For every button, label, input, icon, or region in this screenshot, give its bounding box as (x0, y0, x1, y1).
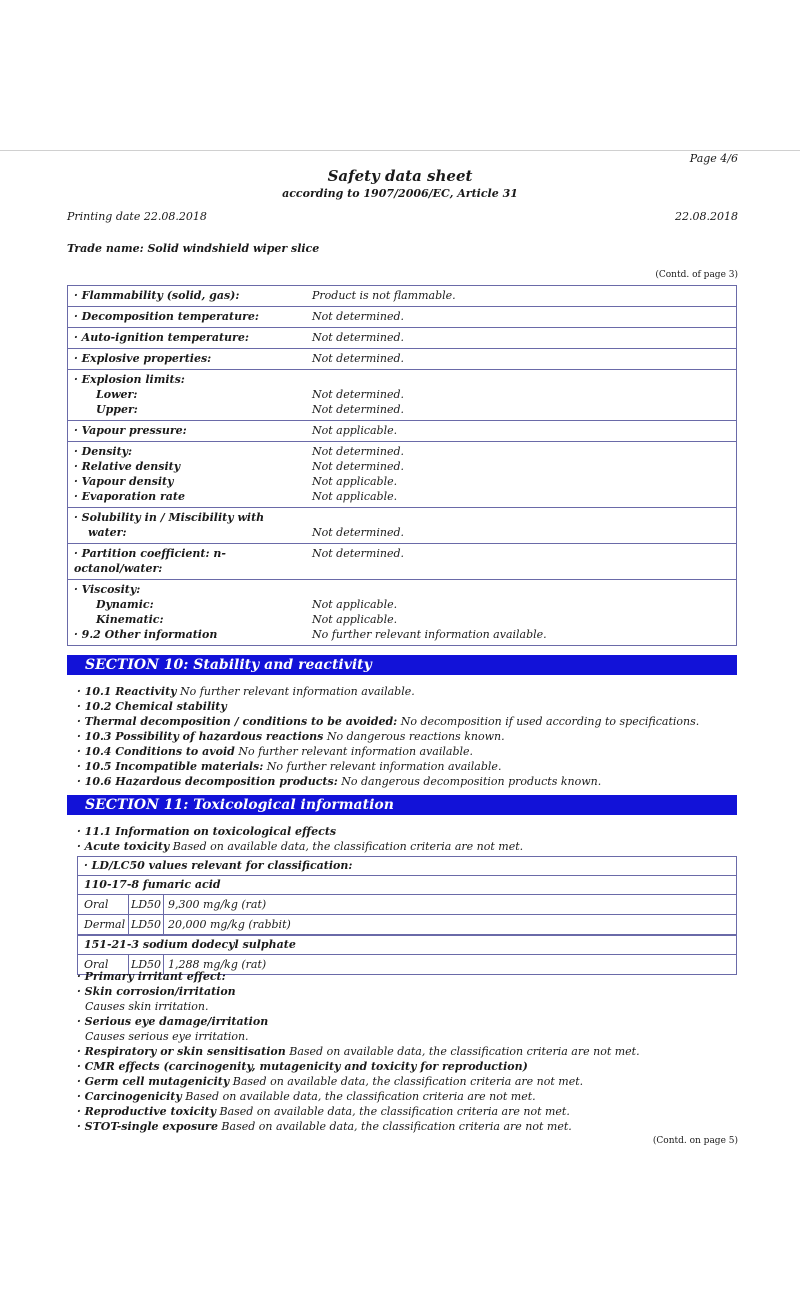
property-value: Not determined. (312, 352, 404, 365)
properties-table (67, 285, 737, 646)
property-label: · Explosive properties: (74, 352, 212, 365)
list-item: · 10.5 Incompatible materials: No further relevant information available. (77, 760, 502, 773)
property-row (68, 544, 736, 580)
property-value: Not determined. (312, 331, 404, 344)
list-item: · Thermal decomposition / conditions to be avoided: No decomposition if used according to specifications. (77, 715, 700, 728)
list-item: · Acute toxicity Based on available data, the classification criteria are not met. (77, 840, 524, 853)
property-label: · Relative density (74, 460, 181, 473)
section-11-intro (77, 824, 523, 854)
property-row (68, 328, 736, 349)
route-cell: Oral (78, 955, 129, 974)
list-item: · Primary irritant effect: (77, 970, 226, 983)
property-label: · Vapour density (74, 475, 174, 488)
property-value: Not applicable. (312, 613, 398, 626)
property-label: · 9.2 Other information (74, 628, 218, 641)
property-label: Kinematic: (96, 613, 164, 626)
section-11-header: SECTION 11: Toxicological information (67, 795, 737, 815)
list-item: · Reproductive toxicity Based on available data, the classification criteria are not met. (77, 1105, 570, 1118)
property-label: Lower: (96, 388, 138, 401)
list-item: · 10.2 Chemical stability (77, 700, 227, 713)
section-10-body (77, 684, 699, 789)
property-label: Dynamic: (96, 598, 154, 611)
list-item: Causes serious eye irritation. (85, 1030, 249, 1043)
property-label: Upper: (96, 403, 138, 416)
property-row (68, 580, 736, 646)
list-item: · Serious eye damage/irritation (77, 1015, 269, 1028)
property-row (68, 370, 736, 421)
ld50-table-header: · LD/LC50 values relevant for classification: (78, 857, 736, 876)
page-number: Page 4/6 (689, 152, 738, 165)
property-label: · Partition coefficient: n-octanol/water: (74, 547, 226, 575)
property-row (68, 307, 736, 328)
property-label: · Flammability (solid, gas): (74, 289, 240, 302)
property-value: Not applicable. (312, 598, 398, 611)
section-10-header: SECTION 10: Stability and reactivity (67, 655, 737, 675)
property-value: Not determined. (312, 388, 404, 401)
list-item: · Respiratory or skin sensitisation Based on available data, the classification criteria are not met. (77, 1045, 640, 1058)
table-row (78, 895, 736, 915)
property-value: Not determined. (312, 445, 404, 458)
property-row (68, 286, 736, 307)
trade-name: Trade name: Solid windshield wiper slice (67, 242, 320, 255)
value-cell: 9,300 mg/kg (rat) (168, 898, 267, 911)
property-label: water: (88, 526, 127, 539)
property-row (68, 349, 736, 370)
table-row (78, 915, 736, 935)
list-item: · STOT-single exposure Based on available data, the classification criteria are not met. (77, 1120, 572, 1133)
type-cell: LD50 (129, 955, 164, 974)
type-cell: LD50 (129, 895, 164, 914)
type-cell: LD50 (129, 915, 164, 934)
property-label: · Solubility in / Miscibility with (74, 511, 265, 524)
route-cell: Oral (78, 895, 129, 914)
list-item: · 10.3 Possibility of hazardous reactions No dangerous reactions known. (77, 730, 505, 743)
property-value: Not determined. (312, 547, 404, 560)
list-item: · Carcinogenicity Based on available data, the classification criteria are not met. (77, 1090, 536, 1103)
property-value: Not applicable. (312, 490, 398, 503)
property-label: · Viscosity: (74, 583, 141, 596)
list-item: · 10.1 Reactivity No further relevant information available. (77, 685, 415, 698)
page-top-rule (0, 150, 800, 151)
property-row (68, 442, 736, 508)
section-11-body (77, 969, 640, 1134)
continued-on-note: (Contd. on page 5) (652, 1136, 738, 1146)
list-item: · 10.6 Hazardous decomposition products: No dangerous decomposition products known. (77, 775, 602, 788)
revision-date: 22.08.2018 (675, 210, 738, 223)
document-subtitle: according to 1907/2006/EC, Article 31 (282, 187, 518, 200)
property-value: Not determined. (312, 310, 404, 323)
value-cell: 1,288 mg/kg (rat) (168, 958, 267, 971)
route-cell: Dermal (78, 915, 129, 934)
property-value: Not applicable. (312, 424, 398, 437)
list-item: · CMR effects (carcinogenity, mutagenicity and toxicity for reproduction) (77, 1060, 528, 1073)
property-label: · Vapour pressure: (74, 424, 187, 437)
property-label: · Evaporation rate (74, 490, 185, 503)
list-item: Causes skin irritation. (85, 1000, 209, 1013)
property-value: No further relevant information available. (312, 628, 547, 641)
property-label: · Decomposition temperature: (74, 310, 259, 323)
property-label: · Explosion limits: (74, 373, 185, 386)
property-value: Not determined. (312, 460, 404, 473)
ld50-table (77, 856, 737, 975)
continued-from-note: (Contd. of page 3) (655, 270, 738, 280)
substance-name: 110-17-8 fumaric acid (78, 876, 736, 895)
list-item: · Skin corrosion/irritation (77, 985, 236, 998)
list-item: · Germ cell mutagenicity Based on available data, the classification criteria are not met. (77, 1075, 584, 1088)
property-label: · Density: (74, 445, 133, 458)
list-item: · 10.4 Conditions to avoid No further relevant information available. (77, 745, 474, 758)
substance-name: 151-21-3 sodium dodecyl sulphate (78, 935, 736, 955)
list-item: · 11.1 Information on toxicological effects (77, 825, 337, 838)
value-cell: 20,000 mg/kg (rabbit) (168, 918, 291, 931)
printing-date: Printing date 22.08.2018 (67, 210, 207, 223)
property-value: Not determined. (312, 526, 404, 539)
property-value: Not determined. (312, 403, 404, 416)
document-title: Safety data sheet (327, 167, 473, 185)
property-row (68, 508, 736, 544)
property-value: Not applicable. (312, 475, 398, 488)
property-value: Product is not flammable. (312, 289, 456, 302)
property-label: · Auto-ignition temperature: (74, 331, 249, 344)
property-row (68, 421, 736, 442)
